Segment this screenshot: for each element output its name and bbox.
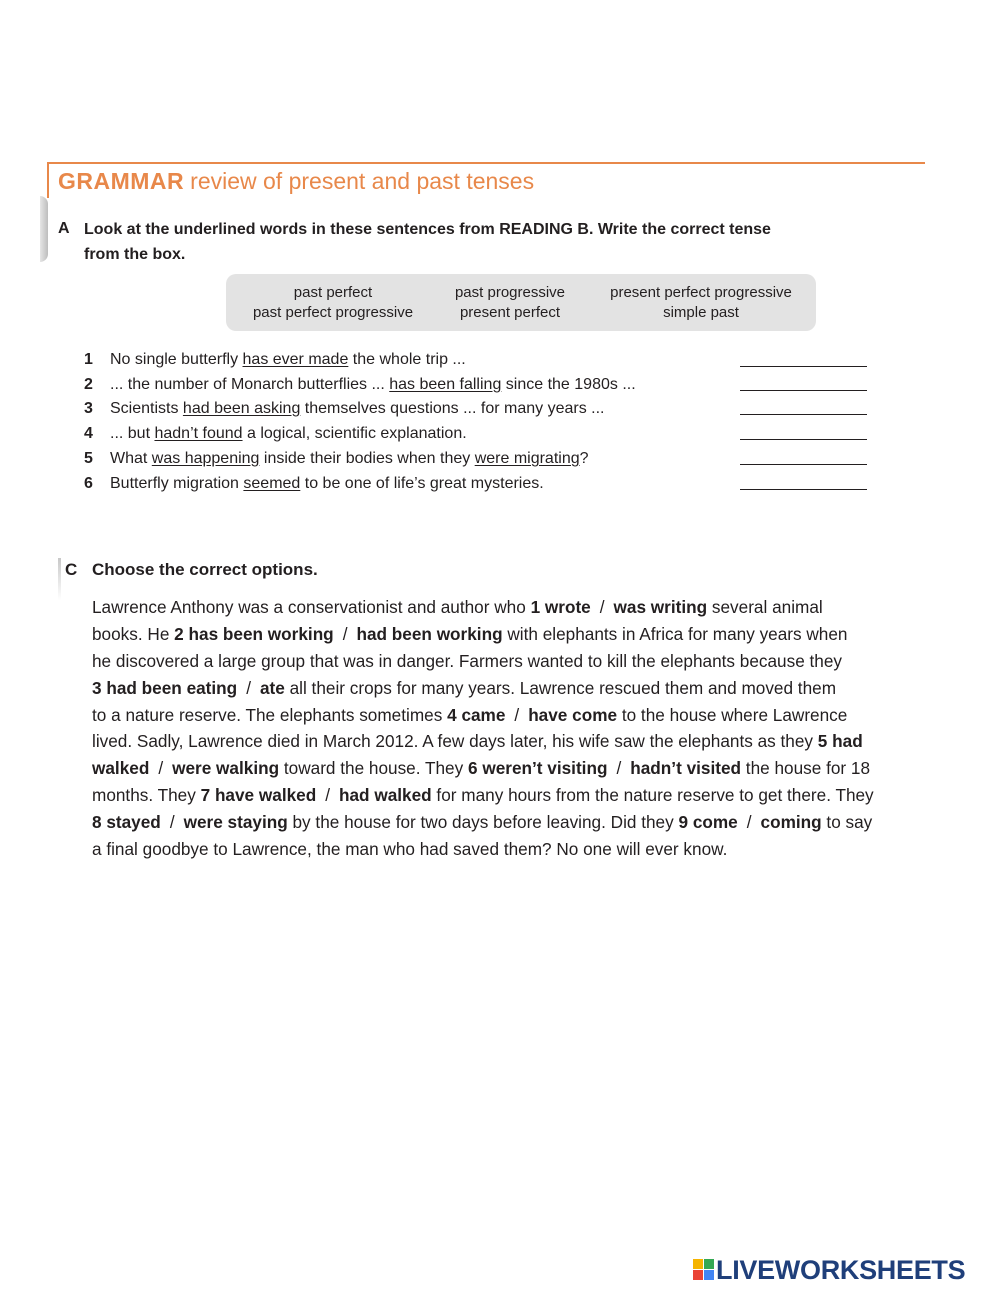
exercise-a-item: 5 What was happening inside their bodies when they were migrating? (84, 450, 589, 467)
answer-blank-3[interactable] (740, 414, 867, 415)
passage-line: months. They 7 have walked / had walked for many hours from the nature reserve to get there. They (92, 785, 874, 806)
option-choice[interactable]: come (692, 812, 738, 833)
option-choice[interactable]: came (461, 704, 506, 725)
exercise-c-instruction: Choose the correct options. (92, 560, 318, 579)
option-choice[interactable]: has been working (188, 623, 334, 644)
exercise-c-passage (92, 594, 937, 863)
exercise-a-item: 4 ... but hadn’t found a logical, scientific explanation. (84, 425, 467, 442)
passage-line: Lawrence Anthony was a conservationist and author who 1 wrote / was writing several animal (92, 597, 823, 617)
underlined-phrase: has been falling (389, 376, 502, 393)
option-choice[interactable]: wrote (544, 597, 591, 617)
word-box (226, 274, 816, 331)
option-choice[interactable]: had been working (356, 623, 503, 644)
exercise-a-instruction-line2: from the box. (84, 246, 186, 263)
underlined-phrase: was happening (151, 450, 260, 467)
option-choice[interactable]: stayed (106, 812, 161, 833)
word-box-item: past perfect (293, 284, 373, 301)
answer-blank-1[interactable] (740, 366, 867, 367)
option-choice[interactable]: were walking (172, 758, 280, 779)
header-tick (47, 162, 49, 198)
exercise-a-instruction (84, 217, 771, 267)
word-box-item: present perfect progressive (610, 284, 792, 301)
liveworksheets-logo-icon (693, 1259, 715, 1281)
option-choice[interactable]: have walked (214, 785, 317, 806)
word-box-item: past perfect progressive (252, 304, 414, 321)
underlined-phrase: has ever made (242, 351, 349, 368)
answer-blank-4[interactable] (740, 439, 867, 440)
passage-line: 8 stayed / were staying by the house for two days before leaving. Did they 9 come / coming to say (92, 812, 873, 833)
word-box-item: past progressive (454, 284, 566, 301)
exercise-a-item: 6 Butterfly migration seemed to be one of life’s great mysteries. (84, 475, 544, 492)
exercise-a-letter: A (58, 220, 70, 237)
exercise-a-instruction-line1: Look at the underlined words in these sentences from READING B. Write the correct tense (84, 221, 771, 238)
option-choice[interactable]: was writing (613, 597, 708, 617)
section-title (58, 168, 534, 195)
option-choice[interactable]: have come (528, 704, 618, 725)
exercise-a-item: 3 Scientists had been asking themselves questions ... for many years ... (84, 400, 605, 417)
answer-blank-6[interactable] (740, 489, 867, 490)
underlined-phrase: were migrating (474, 450, 580, 467)
option-choice[interactable]: had (832, 731, 863, 752)
passage-line: books. He 2 has been working / had been working with elephants in Africa for many years when (92, 623, 848, 644)
passage-line: to a nature reserve. The elephants sometimes 4 came / have come to the house where Lawrence (92, 704, 848, 725)
option-choice[interactable]: had been eating (106, 677, 238, 698)
exercise-a-item: 2 ... the number of Monarch butterflies ... has been falling since the 1980s ... (84, 376, 636, 393)
word-box-item: present perfect (459, 304, 561, 321)
passage-line: lived. Sadly, Lawrence died in March 2012. A few days later, his wife saw the elephants as they 5 had (92, 731, 863, 752)
passage-line: he discovered a large group that was in danger. Farmers wanted to kill the elephants because they (92, 650, 843, 671)
underlined-phrase: had been asking (182, 400, 301, 417)
option-choice[interactable]: hadn’t visited (630, 758, 742, 779)
passage-line: walked / were walking toward the house. They 6 weren’t visiting / hadn’t visited the house for 18 (92, 758, 871, 779)
section-subtitle: review of present and past tenses (190, 168, 535, 194)
page-tab-marker (40, 196, 48, 262)
exercise-c-marker (58, 558, 61, 600)
passage-line: 3 had been eating / ate all their crops for many years. Lawrence rescued them and moved them (92, 677, 837, 698)
exercise-a-item: 1 No single butterfly has ever made the whole trip ... (84, 351, 466, 368)
answer-blank-5[interactable] (740, 464, 867, 465)
option-choice[interactable]: walked (92, 758, 150, 779)
word-box-item: simple past (663, 304, 739, 321)
underlined-phrase: hadn’t found (154, 425, 243, 442)
section-keyword: GRAMMAR (58, 168, 185, 194)
liveworksheets-logo (693, 1256, 965, 1284)
exercise-c-letter: C (65, 560, 78, 579)
option-choice[interactable]: coming (760, 812, 822, 833)
option-choice[interactable]: ate (259, 677, 285, 698)
option-choice[interactable]: were staying (183, 812, 288, 833)
answer-blank-2[interactable] (740, 390, 867, 391)
passage-line: a final goodbye to Lawrence, the man who had saved them? No one will ever know. (92, 839, 728, 860)
option-choice[interactable]: weren’t visiting (482, 758, 608, 779)
underlined-phrase: seemed (243, 475, 301, 492)
liveworksheets-logo-text: LIVEWORKSHEETS (716, 1255, 966, 1285)
header-rule (47, 162, 925, 164)
option-choice[interactable]: had walked (339, 785, 432, 806)
